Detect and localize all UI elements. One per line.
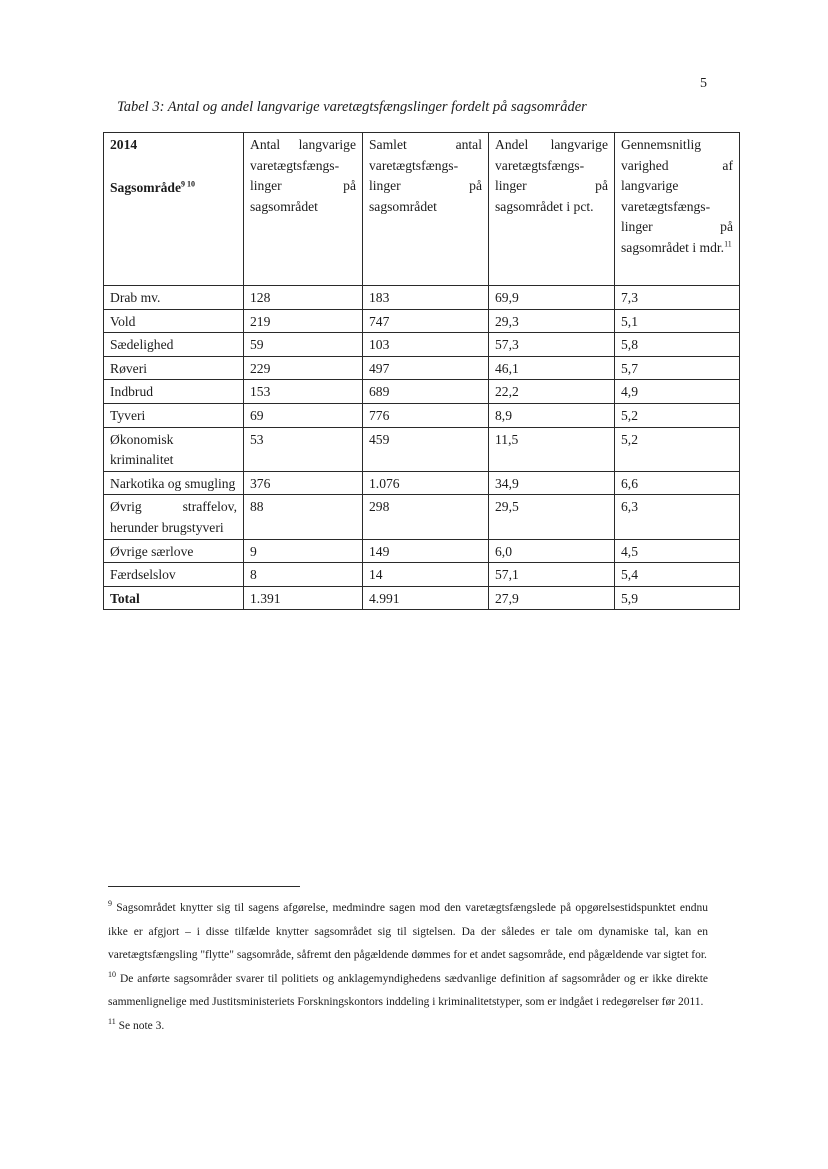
table-row	[104, 563, 740, 587]
cell-andel: 57,3	[489, 333, 615, 357]
cell-varighed: 6,6	[615, 471, 740, 495]
table-row	[104, 333, 740, 357]
table-row	[104, 427, 740, 471]
table-caption: Tabel 3: Antal og andel langvarige varetægtsfængslinger fordelt på sagsområder	[117, 99, 587, 115]
footnote	[108, 1015, 708, 1039]
header-area-label: Sagsområde$^{9 10}$	[110, 179, 195, 195]
header-andel: Andel langvarige varetægtsfængs-linger på sagsområdet i pct.	[489, 133, 615, 286]
table-header-row	[104, 133, 740, 286]
cell-samlet: 497	[363, 356, 489, 380]
cell-andel: 29,5	[489, 495, 615, 539]
footnotes	[108, 897, 708, 1038]
cell-andel: 22,2	[489, 380, 615, 404]
table-row	[104, 403, 740, 427]
header-year: 2014	[110, 137, 138, 152]
cell-samlet: 1.076	[363, 471, 489, 495]
cell-andel: 69,9	[489, 286, 615, 310]
cell-samlet: 103	[363, 333, 489, 357]
table-row	[104, 309, 740, 333]
cell-varighed: 5,9	[615, 586, 740, 610]
cell-area: Økonomisk kriminalitet	[104, 427, 244, 471]
cell-varighed: 6,3	[615, 495, 740, 539]
cell-samlet: 776	[363, 403, 489, 427]
cell-samlet: 183	[363, 286, 489, 310]
cell-area: Øvrig straffelov, herunder brugstyveri	[104, 495, 244, 539]
cell-antal: 376	[244, 471, 363, 495]
cell-area: Røveri	[104, 356, 244, 380]
cell-varighed: 5,1	[615, 309, 740, 333]
cell-varighed: 5,4	[615, 563, 740, 587]
header-samlet: Samlet antal varetægtsfængs-linger på sagsområdet	[363, 133, 489, 286]
cell-samlet: 4.991	[363, 586, 489, 610]
cell-varighed: 5,8	[615, 333, 740, 357]
cell-samlet: 747	[363, 309, 489, 333]
table-total-row	[104, 586, 740, 610]
footnote-text: Se note 3.	[118, 1019, 165, 1032]
cell-area: Tyveri	[104, 403, 244, 427]
cell-area: Indbrud	[104, 380, 244, 404]
cell-samlet: 459	[363, 427, 489, 471]
cell-antal: 153	[244, 380, 363, 404]
cell-varighed: 5,2	[615, 403, 740, 427]
page-number: 5	[700, 76, 707, 91]
cell-area: Total	[104, 586, 244, 610]
table-row	[104, 495, 740, 539]
header-area-cell	[104, 133, 244, 286]
cell-area: Narkotika og smugling	[104, 471, 244, 495]
cell-antal: 8	[244, 563, 363, 587]
footnote-number: 10	[108, 969, 116, 979]
cell-varighed: 7,3	[615, 286, 740, 310]
footnote-divider	[108, 886, 300, 887]
cell-samlet: 689	[363, 380, 489, 404]
cell-area: Færdselslov	[104, 563, 244, 587]
cell-samlet: 149	[363, 539, 489, 563]
cell-area: Øvrige særlove	[104, 539, 244, 563]
cell-andel: 29,3	[489, 309, 615, 333]
cell-andel: 8,9	[489, 403, 615, 427]
cell-andel: 34,9	[489, 471, 615, 495]
header-varighed-footnote-ref: 11	[724, 239, 732, 249]
cell-varighed: 5,2	[615, 427, 740, 471]
cell-antal: 128	[244, 286, 363, 310]
cell-andel: 11,5	[489, 427, 615, 471]
header-varighed: Gennemsnitlig varighed af langvarige varetægtsfængs-linger på sagsområdet i mdr.$^{11}$	[615, 133, 740, 286]
cell-samlet: 14	[363, 563, 489, 587]
cell-andel: 6,0	[489, 539, 615, 563]
header-antal: Antal langvarige varetægtsfængs-linger på sagsområdet	[244, 133, 363, 286]
cell-antal: 9	[244, 539, 363, 563]
cell-varighed: 4,9	[615, 380, 740, 404]
table-row	[104, 286, 740, 310]
cell-andel: 57,1	[489, 563, 615, 587]
table-row	[104, 539, 740, 563]
cell-antal: 229	[244, 356, 363, 380]
cell-varighed: 4,5	[615, 539, 740, 563]
cell-andel: 27,9	[489, 586, 615, 610]
cell-area: Vold	[104, 309, 244, 333]
cell-samlet: 298	[363, 495, 489, 539]
header-area-footnote-ref: 9 10	[181, 179, 195, 189]
footnote-text: De anførte sagsområder svarer til politiets og anklagemyndighedens sædvanlige definition af sagsområder og er ikke direkte sammenlignelige med Justitsministeriets Forskningskontors inddeling i kriminalitetstyper, som er indgået i redegørelser før 2011.	[108, 972, 709, 1008]
table-row	[104, 471, 740, 495]
cell-area: Drab mv.	[104, 286, 244, 310]
cell-antal: 59	[244, 333, 363, 357]
cell-antal: 1.391	[244, 586, 363, 610]
cell-antal: 53	[244, 427, 363, 471]
footnote-number: 11	[108, 1016, 116, 1026]
footnote	[108, 968, 708, 1015]
table-row	[104, 356, 740, 380]
cell-antal: 88	[244, 495, 363, 539]
cell-andel: 46,1	[489, 356, 615, 380]
cell-area: Sædelighed	[104, 333, 244, 357]
cell-antal: 69	[244, 403, 363, 427]
cell-antal: 219	[244, 309, 363, 333]
footnote-text: Sagsområdet knytter sig til sagens afgørelse, medmindre sagen mod den varetægtsfængslede på opgørelsestidspunktet endnu ikke er afgjort – i disse tilfælde knytter sagsområdet sig til sigtelsen. Da der således er tale om dynamiske tal, kan en varetægtsfængsling "flytte" sagsområde, såfremt den pågældende dømmes for et andet sagsområde, end pågældende var sigtet for.	[108, 902, 708, 961]
footnote-number: 9	[108, 899, 112, 909]
footnote	[108, 897, 708, 968]
cell-varighed: 5,7	[615, 356, 740, 380]
table-row	[104, 380, 740, 404]
data-table	[103, 132, 740, 610]
